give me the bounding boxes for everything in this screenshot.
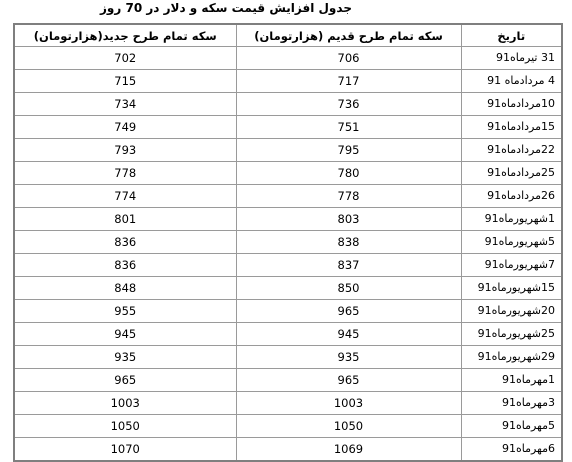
new-coin-price-cell: 1050 <box>14 415 236 438</box>
table-row <box>14 392 562 415</box>
new-coin-price-cell: 955 <box>14 300 236 323</box>
date-cell: 20شهریورماه91 <box>461 300 562 323</box>
date-cell: 4 مردادماه 91 <box>461 70 562 93</box>
date-cell: 15شهریورماه91 <box>461 277 562 300</box>
header-new-coin: سکه تمام طرح جدید(هزارتومان) <box>14 24 236 47</box>
old-coin-price-cell: 965 <box>236 369 461 392</box>
table-row <box>14 47 562 70</box>
table-row <box>14 139 562 162</box>
new-coin-price-cell: 778 <box>14 162 236 185</box>
new-coin-price-cell: 715 <box>14 70 236 93</box>
date-cell: 29شهریورماه91 <box>461 346 562 369</box>
new-coin-price-cell: 749 <box>14 116 236 139</box>
new-coin-price-cell: 935 <box>14 346 236 369</box>
old-coin-price-cell: 935 <box>236 346 461 369</box>
old-coin-price-cell: 736 <box>236 93 461 116</box>
table-row <box>14 185 562 208</box>
new-coin-price-cell: 836 <box>14 231 236 254</box>
table-row <box>14 231 562 254</box>
table-row <box>14 254 562 277</box>
table-row <box>14 438 562 462</box>
table-row <box>14 277 562 300</box>
old-coin-price-cell: 1069 <box>236 438 461 462</box>
date-cell: 5شهریورماه91 <box>461 231 562 254</box>
table-row <box>14 93 562 116</box>
table-body <box>14 47 562 462</box>
date-cell: 3مهرماه91 <box>461 392 562 415</box>
new-coin-price-cell: 702 <box>14 47 236 70</box>
new-coin-price-cell: 836 <box>14 254 236 277</box>
old-coin-price-cell: 706 <box>236 47 461 70</box>
old-coin-price-cell: 803 <box>236 208 461 231</box>
date-cell: 6مهرماه91 <box>461 438 562 462</box>
new-coin-price-cell: 1003 <box>14 392 236 415</box>
table-row <box>14 208 562 231</box>
old-coin-price-cell: 1050 <box>236 415 461 438</box>
header-old-coin: سکه تمام طرح قدیم (هزارتومان) <box>236 24 461 47</box>
old-coin-price-cell: 780 <box>236 162 461 185</box>
old-coin-price-cell: 717 <box>236 70 461 93</box>
table-row <box>14 369 562 392</box>
date-cell: 31 تیرماه91 <box>461 47 562 70</box>
date-cell: 7شهریورماه91 <box>461 254 562 277</box>
header-date: تاریخ <box>461 24 562 47</box>
old-coin-price-cell: 945 <box>236 323 461 346</box>
new-coin-price-cell: 848 <box>14 277 236 300</box>
old-coin-price-cell: 1003 <box>236 392 461 415</box>
date-cell: 25شهریورماه91 <box>461 323 562 346</box>
table-header-row <box>14 24 562 47</box>
old-coin-price-cell: 965 <box>236 300 461 323</box>
old-coin-price-cell: 838 <box>236 231 461 254</box>
new-coin-price-cell: 965 <box>14 369 236 392</box>
table-row <box>14 323 562 346</box>
table-row <box>14 162 562 185</box>
new-coin-price-cell: 1070 <box>14 438 236 462</box>
date-cell: 10مردادماه91 <box>461 93 562 116</box>
old-coin-price-cell: 778 <box>236 185 461 208</box>
old-coin-price-cell: 795 <box>236 139 461 162</box>
table-row <box>14 300 562 323</box>
new-coin-price-cell: 734 <box>14 93 236 116</box>
date-cell: 1شهریورماه91 <box>461 208 562 231</box>
new-coin-price-cell: 774 <box>14 185 236 208</box>
table-row <box>14 70 562 93</box>
date-cell: 5مهرماه91 <box>461 415 562 438</box>
table-row <box>14 415 562 438</box>
table-row <box>14 116 562 139</box>
old-coin-price-cell: 837 <box>236 254 461 277</box>
new-coin-price-cell: 945 <box>14 323 236 346</box>
date-cell: 26مردادماه91 <box>461 185 562 208</box>
page-title: جدول افزایش قیمت سکه و دلار در 70 روز <box>100 1 352 15</box>
old-coin-price-cell: 850 <box>236 277 461 300</box>
date-cell: 25مردادماه91 <box>461 162 562 185</box>
coin-price-table <box>13 23 563 462</box>
date-cell: 15مردادماه91 <box>461 116 562 139</box>
table-row <box>14 346 562 369</box>
new-coin-price-cell: 793 <box>14 139 236 162</box>
date-cell: 22مردادماه91 <box>461 139 562 162</box>
date-cell: 1مهرماه91 <box>461 369 562 392</box>
old-coin-price-cell: 751 <box>236 116 461 139</box>
new-coin-price-cell: 801 <box>14 208 236 231</box>
